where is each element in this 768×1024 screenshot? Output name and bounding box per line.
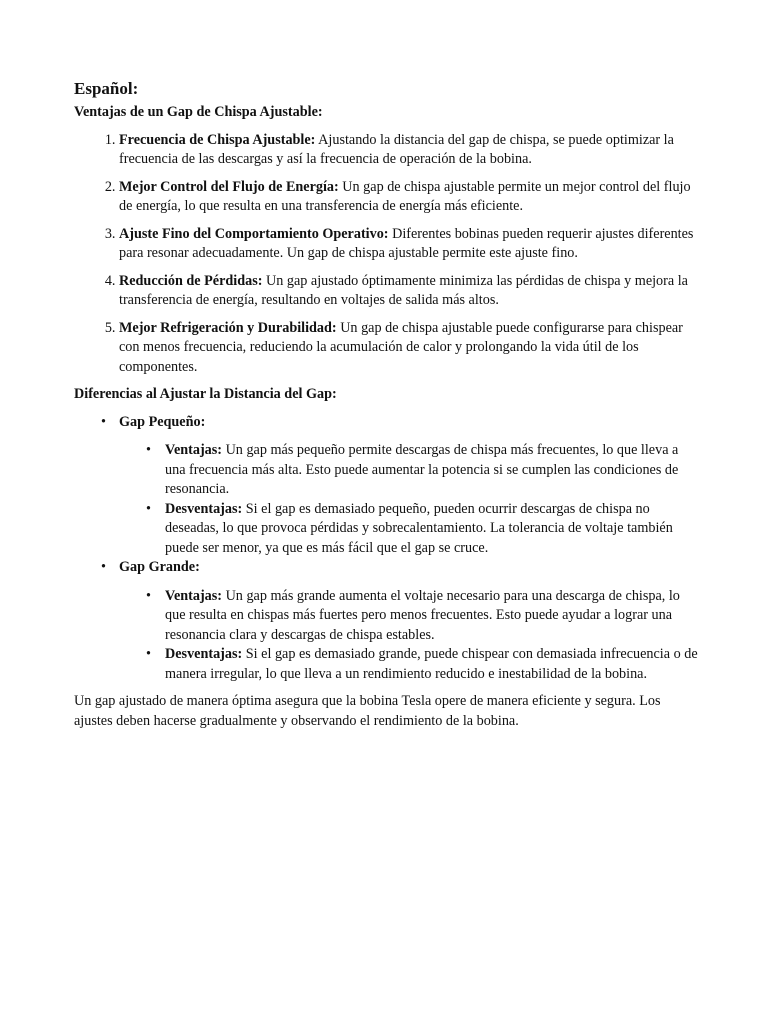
document-page — [74, 78, 702, 731]
list-item — [119, 131, 702, 170]
item-label: Ajuste Fino del Comportamiento Operativo: — [119, 225, 389, 242]
list-item — [119, 272, 702, 311]
list-item — [119, 319, 702, 378]
list-item-small-gap — [119, 413, 702, 559]
list-item — [119, 178, 702, 217]
advantages-title: Ventajas de un Gap de Chispa Ajustable: — [74, 104, 323, 120]
large-gap-title: • Gap Grande: — [119, 559, 200, 575]
list-item — [165, 645, 702, 684]
section-heading: Español: — [74, 79, 139, 98]
item-text: Si el gap es demasiado grande, puede chispear con demasiada infrecuencia o de manera irregular, lo que lleva a un rendimiento reducido e inestabilidad de la bobina. — [165, 646, 698, 682]
item-label: Desventajas: — [165, 646, 243, 662]
advantages-list — [74, 131, 702, 378]
gap-size-list — [74, 413, 702, 685]
item-label: Ventajas: — [165, 587, 223, 604]
item-label: Mejor Control del Flujo de Energía: — [119, 178, 339, 195]
item-text: Un gap de chispa ajustable permite un mejor control del flujo de energía, lo que resulta en una transferencia de energía más eficiente. — [119, 178, 691, 214]
item-text: Ajustando la distancia del gap de chispa, se puede optimizar la frecuencia de las descargas y así la frecuencia de operación de la bobina. — [119, 131, 674, 167]
list-item — [165, 500, 702, 559]
closing-paragraph: Un gap ajustado de manera óptima asegura que la bobina Tesla opere de manera eficiente y segura. Los ajustes deben hacerse gradualmente y observando el rendimiento de la bobina. — [74, 693, 661, 729]
item-text: Si el gap es demasiado pequeño, pueden ocurrir descargas de chispa no deseadas, lo que provoca pérdidas y sobrecalentamiento. La tolerancia de voltaje también puede ser menor, ya que es más fácil que el gap se cruce. — [165, 500, 673, 556]
list-item — [119, 225, 702, 264]
item-label: Ventajas: — [165, 442, 223, 458]
item-text: Un gap de chispa ajustable puede configurarse para chispear con menos frecuencia, reduciendo la acumulación de calor y prolongando la vida útil de los componentes. — [119, 319, 683, 375]
item-label: Frecuencia de Chispa Ajustable: — [119, 131, 316, 148]
item-text: Un gap más grande aumenta el voltaje necesario para una descarga de chispa, lo que resulta en chispas más fuertes pero menos frecuentes. Esto puede ayudar a lograr una resonancia clara y descargas de chispa estables. — [165, 587, 680, 643]
list-item-large-gap — [119, 558, 702, 684]
list-item — [165, 441, 702, 500]
item-label: Desventajas: — [165, 500, 243, 517]
small-gap-details — [119, 441, 702, 558]
item-text: Un gap ajustado óptimamente minimiza las pérdidas de chispa y mejora la transferencia de energía, resultando en voltajes de salida más altos. — [119, 272, 688, 308]
item-text: Diferentes bobinas pueden requerir ajustes diferentes para resonar adecuadamente. Un gap de chispa ajustable permite este ajuste fino. — [119, 225, 694, 261]
small-gap-title: • Gap Pequeño: — [119, 413, 206, 430]
list-item — [165, 587, 702, 646]
item-label: Mejor Refrigeración y Durabilidad: — [119, 319, 337, 336]
item-text: Un gap más pequeño permite descargas de chispa más frecuentes, lo que lleva a una frecuencia más alta. Esto puede aumentar la potencia si se cumplen las condiciones de resonancia. — [165, 442, 679, 497]
differences-title: Diferencias al Ajustar la Distancia del Gap: — [74, 386, 337, 402]
item-label: Reducción de Pérdidas: — [119, 272, 263, 289]
large-gap-details — [119, 587, 702, 685]
